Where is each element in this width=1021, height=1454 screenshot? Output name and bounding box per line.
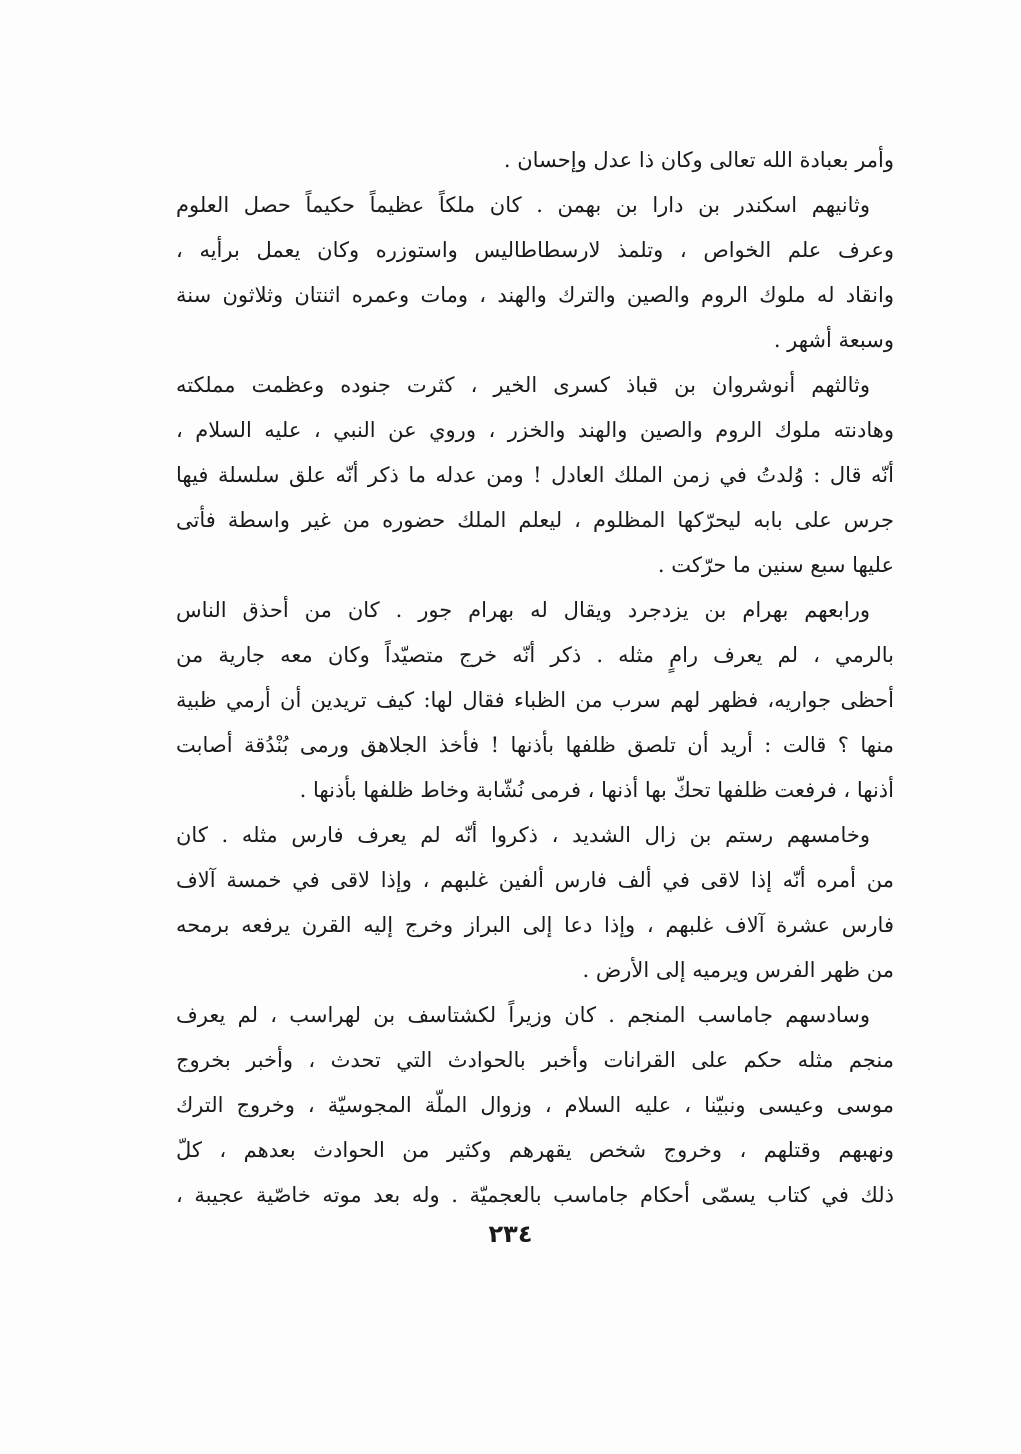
- text-line: أحظى جواريه، فظهر لهم سرب من الظباء فقال لها: كيف تريدين أن أرمي ظبية: [176, 688, 894, 712]
- page-number: ٢٣٤: [488, 1220, 533, 1248]
- body-text: [176, 138, 894, 1218]
- text-line: منجم مثله حكم على القرانات وأخبر بالحوادث التي تحدث ، وأخبر بخروج: [176, 1048, 894, 1072]
- text-line: من أمره أنّه إذا لاقى في ألف فارس ألفين غلبهم ، وإذا لاقى في خمسة آلاف: [176, 868, 894, 892]
- text-line: أذنها ، فرفعت ظلفها تحكّ بها أذنها ، فرمى نُشّابة وخاط ظلفها بأذنها .: [299, 778, 894, 802]
- text-line: ذلك في كتاب يسمّى أحكام جاماسب بالعجميّة . وله بعد موته خاصّية عجيبة ،: [176, 1183, 894, 1207]
- text-line: وأمر بعبادة الله تعالى وكان ذا عدل وإحسان .: [503, 148, 894, 172]
- text-line: وعرف علم الخواص ، وتلمذ لارسطاطاليس واستوزره وكان يعمل برأيه ،: [176, 238, 894, 262]
- text-line: منها ؟ قالت : أريد أن تلصق ظلفها بأذنها ! فأخذ الجلاهق ورمى بُنْدُقة أصابت: [176, 733, 894, 757]
- text-line: وسادسهم جاماسب المنجم . كان وزيراً لكشتاسف بن لهراسب ، لم يعرف: [176, 1003, 870, 1027]
- text-line: ونهبهم وقتلهم ، وخروج شخص يقهرهم وكثير من الحوادث بعدهم ، كلّ: [176, 1138, 894, 1162]
- text-line: فارس عشرة آلاف غلبهم ، وإذا دعا إلى البراز وخرج إليه القرن يرفعه برمحه: [176, 913, 894, 937]
- text-line: ورابعهم بهرام بن يزدجرد ويقال له بهرام جور . كان من أحذق الناس: [176, 598, 870, 622]
- text-line: وثانيهم اسكندر بن دارا بن بهمن . كان ملكاً عظيماً حكيماً حصل العلوم: [176, 193, 870, 217]
- text-line: وخامسهم رستم بن زال الشديد ، ذكروا أنّه لم يعرف فارس مثله . كان: [176, 823, 870, 847]
- text-line: وهادنته ملوك الروم والصين والهند والخزر ، وروي عن النبي ، عليه السلام ،: [176, 418, 894, 442]
- text-line: أنّه قال : وُلدتُ في زمن الملك العادل ! ومن عدله ما ذكر أنّه علق سلسلة فيها: [176, 463, 894, 487]
- text-line: وسبعة أشهر .: [773, 328, 894, 352]
- text-line: بالرمي ، لم يعرف رامٍ مثله . ذكر أنّه خرج متصيّداً وكان معه جارية من: [176, 643, 894, 667]
- text-line: عليها سبع سنين ما حرّكت .: [657, 553, 894, 577]
- text-line: وانقاد له ملوك الروم والصين والترك والهند ، ومات وعمره اثنتان وثلاثون سنة: [176, 283, 894, 307]
- text-line: من ظهر الفرس ويرميه إلى الأرض .: [582, 958, 894, 982]
- text-line: موسى وعيسى ونبيّنا ، عليه السلام ، وزوال الملّة المجوسيّة ، وخروج الترك: [176, 1093, 894, 1117]
- text-line: جرس على بابه ليحرّكها المظلوم ، ليعلم الملك حضوره من غير واسطة فأتى: [176, 508, 894, 532]
- text-line: وثالثهم أنوشروان بن قباذ كسرى الخير ، كثرت جنوده وعظمت مملكته: [176, 373, 870, 397]
